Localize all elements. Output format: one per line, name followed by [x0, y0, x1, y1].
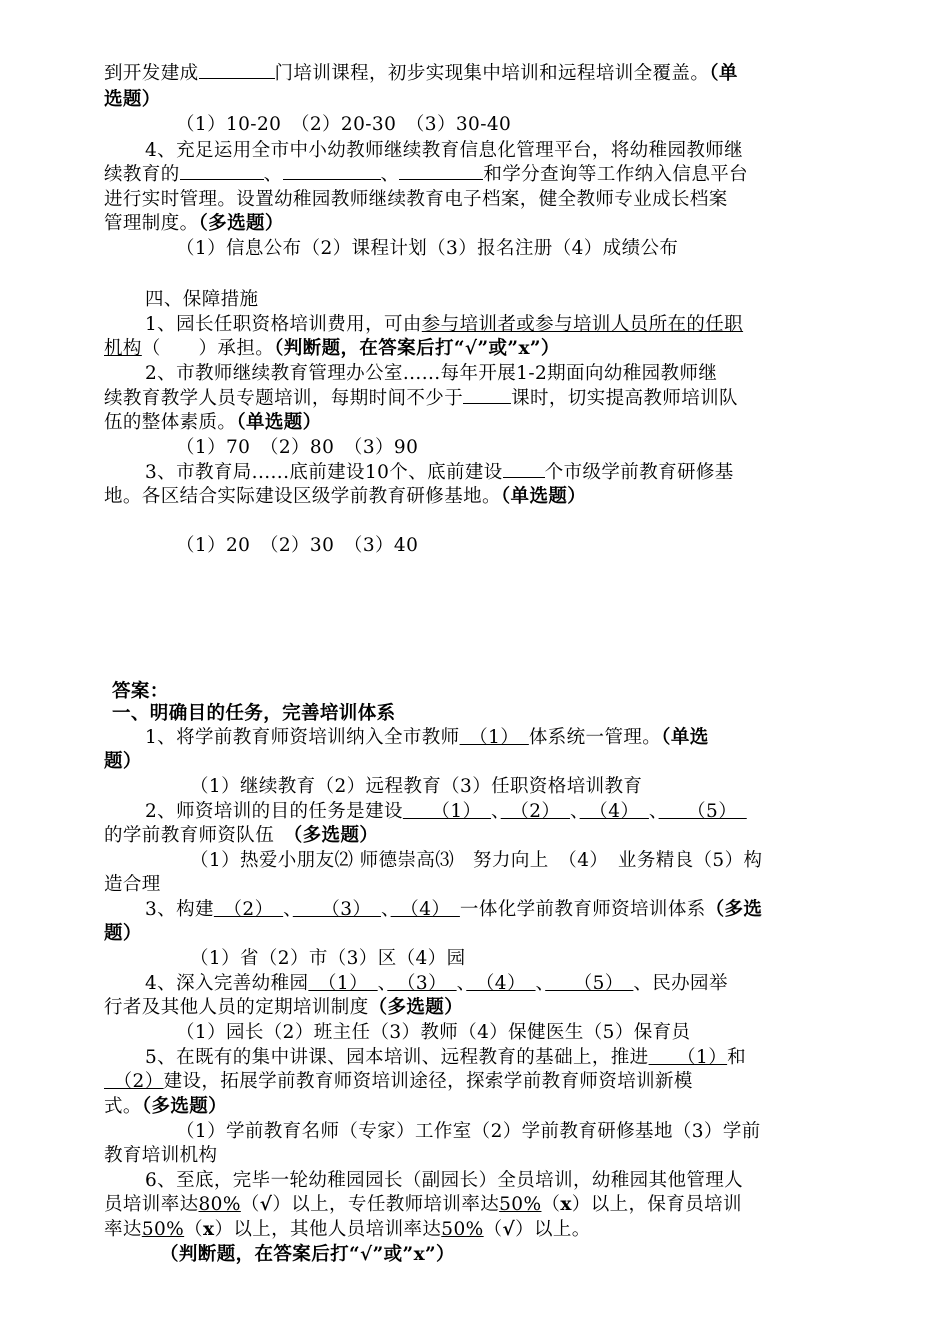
top-options: （1）10-20 （2）20-30 （3）30-40	[176, 114, 512, 135]
a6-line-1: 6、至底，完毕一轮幼稚园园长（副园长）全员培训，幼稚园其他管理人	[145, 1170, 744, 1191]
a4-line-2: 行者及其他人员的定期培训制度（多选题）	[104, 997, 464, 1018]
a6-line-2: 员培训率达80%（√）以上，专任教师培训率达50%（x）以上，保育员培训	[104, 1194, 742, 1215]
answers-section-1-title: 一、明确目的任务，完善培训体系	[112, 703, 396, 724]
s4-q2-options: （1）70 （2）80 （3）90	[176, 437, 419, 458]
a3-line-1: 3、构建 （2） 、 （3） 、 （4） 一体化学前教育师资培训体系（多选	[145, 899, 763, 920]
a1-line-2: 题）	[104, 751, 142, 772]
a5-line-2: （2）建设，拓展学前教育师资培训途径，探索学前教育师资培训新模	[104, 1071, 693, 1092]
a6-note: （判断题，在答案后打“√”或”x”）	[160, 1244, 455, 1265]
top-line-1: 到开发建成 门培训课程，初步实现集中培训和远程培训全覆盖。（单	[104, 63, 738, 84]
s4-q3-line-2: 地。各区结合实际建设区级学前教育研修基地。（单选题）	[104, 486, 587, 507]
a2-options-2: 造合理	[104, 874, 161, 895]
a4-options: （1）园长（2）班主任（3）教师（4）保健医生（5）保育员	[176, 1022, 691, 1043]
top-line-2: 选题）	[104, 89, 161, 110]
q4-line-4: 管理制度。（多选题）	[104, 213, 284, 234]
a3-options: （1）省（2）市（3）区（4）园	[190, 948, 466, 969]
a2-line-1: 2、师资培训的目的任务是建设 （1） 、 （2） 、 （4） 、 （5）	[145, 801, 747, 822]
blank	[199, 62, 275, 79]
s4-q1-line-1: 1、园长任职资格培训费用，可由参与培训者或参与培训人员所在的任职	[145, 314, 744, 335]
s4-q1-line-2: 机构（ ）承担。（判断题，在答案后打“√”或”x”）	[104, 338, 560, 359]
q4-line-3: 进行实时管理。设置幼稚园教师继续教育电子档案，健全教师专业成长档案	[104, 189, 728, 210]
q4-line-2: 续教育的 、 、 和学分查询等工作纳入信息平台	[104, 164, 749, 185]
a3-line-2: 题）	[104, 923, 142, 944]
a1-line-1: 1、将学前教育师资培训纳入全市教师 （1） 体系统一管理。（单选	[145, 727, 709, 748]
s4-q2-line-3: 伍的整体素质。（单选题）	[104, 412, 322, 433]
a4-line-1: 4、深入完善幼稚园 （1） 、 （3） 、 （4） 、 （5） 、民办园举	[145, 973, 728, 994]
a2-line-2: 的学前教育师资队伍 （多选题）	[104, 825, 379, 846]
s4-q3-options: （1）20 （2）30 （3）40	[176, 535, 419, 556]
a6-line-3: 率达50%（x）以上，其他人员培训率达50%（√）以上。	[104, 1219, 591, 1240]
s4-q2-line-1: 2、市教师继续教育管理办公室......每年开展1-2期面向幼稚园教师继	[145, 363, 718, 384]
a1-options: （1）继续教育（2）远程教育（3）任职资格培训教育	[190, 776, 643, 797]
answers-label: 答案：	[112, 681, 169, 702]
a5-options-2: 教育培训机构	[104, 1145, 218, 1166]
a5-line-3: 式。（多选题）	[104, 1096, 228, 1117]
section-4-title: 四、保障措施	[145, 289, 259, 310]
a5-line-1: 5、在既有的集中讲课、园本培训、远程教育的基础上，推进 （1）和	[145, 1047, 747, 1068]
a5-options-1: （1）学前教育名师（专家）工作室（2）学前教育研修基地（3）学前	[176, 1121, 761, 1142]
q4-line-1: 4、充足运用全市中小幼教师继续教育信息化管理平台，将幼稚园教师继	[145, 140, 744, 161]
s4-q2-line-2: 续教育教学人员专题培训，每期时间不少于 课时，切实提高教师培训队	[104, 388, 738, 409]
a2-options-1: （1）热爱小朋友⑵ 师德崇高⑶ 努力向上 （4） 业务精良（5）构	[190, 850, 763, 871]
s4-q3-line-1: 3、市教育局......底前建设10个、底前建设 个市级学前教育研修基	[145, 462, 734, 483]
q4-options: （1）信息公布（2）课程计划（3）报名注册（4）成绩公布	[176, 238, 679, 259]
